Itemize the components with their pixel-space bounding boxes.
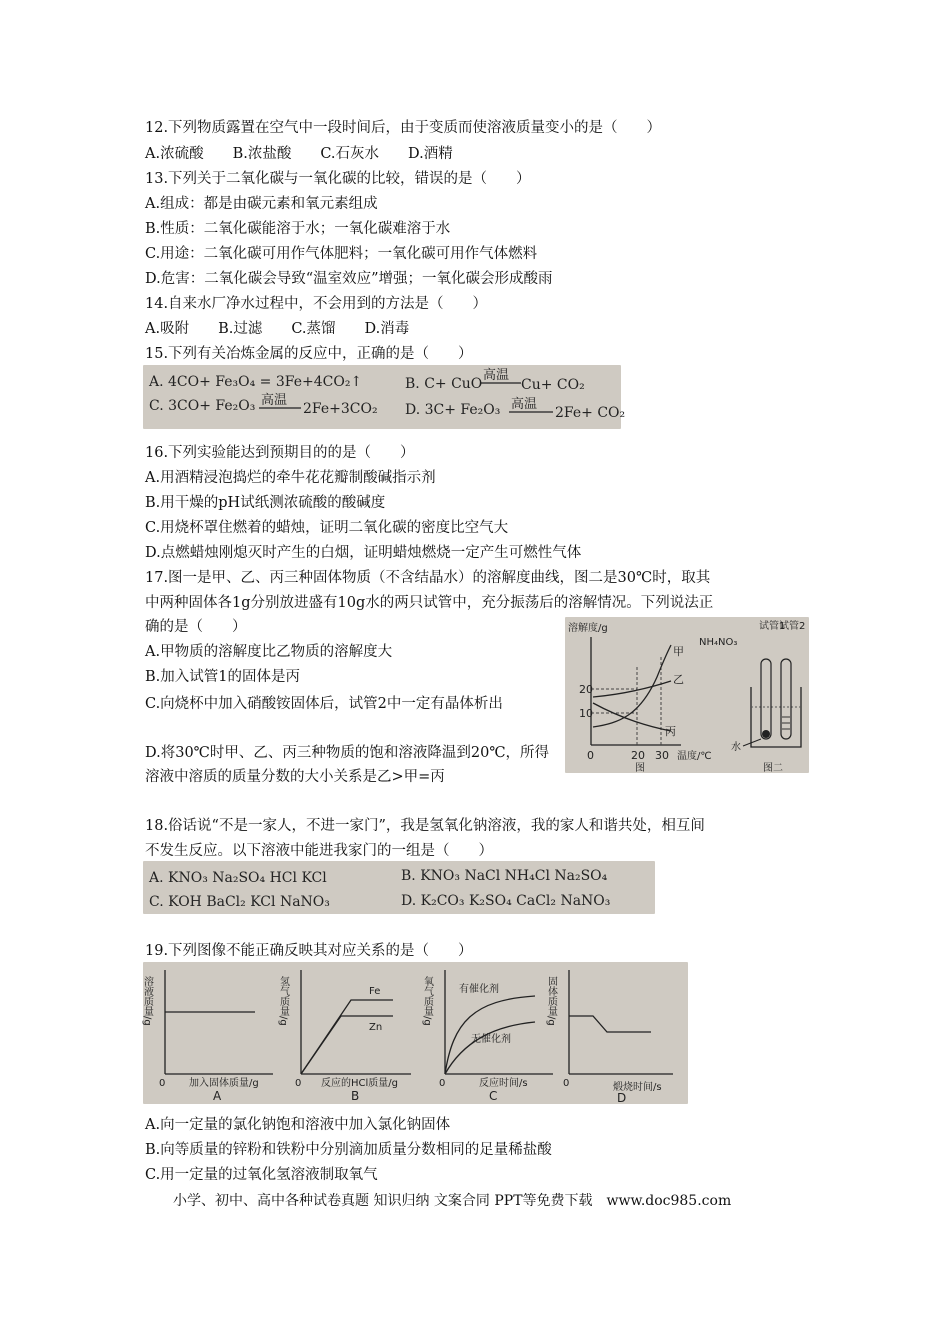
q15-options-image: [143, 365, 626, 429]
q13-option-b: B.性质：二氧化碳能溶于水；一氧化碳难溶于水: [145, 221, 451, 237]
q18-stem-line2: 不发生反应。以下溶液中能进我家门的一组是（ ）: [145, 843, 493, 859]
q19-d-letter: D: [617, 1091, 627, 1105]
q19-d-ylabel: 固体质量/g: [545, 976, 557, 1026]
q17-curve-bing: [593, 703, 671, 731]
q13-stem: 13.下列关于二氧化碳与一氧化碳的比较，错误的是（ ）: [145, 171, 531, 187]
q17-fig1-ylabel: 溶解度/g: [568, 623, 608, 634]
q17-fig1-y20: 20: [579, 683, 593, 696]
q19-stem: 19.下列图像不能正确反映其对应关系的是（ ）: [145, 943, 473, 959]
q19-a-ylabel: 溶液质量/g: [141, 976, 153, 1026]
q16-option-b: B.用干燥的pH试纸测浓硫酸的酸碱度: [145, 495, 386, 511]
q19-graphs-image: [143, 962, 688, 1104]
q14-options: A.吸附 B.过滤 C.蒸馏 D.消毒: [145, 321, 410, 337]
q19-c-nocat: 无催化剂: [471, 1034, 511, 1045]
q19-option-b: B.向等质量的锌粉和铁粉中分别滴加质量分数相同的足量稀盐酸: [145, 1142, 552, 1158]
q15-option-d-tail: 2Fe+ CO₂: [555, 405, 626, 421]
q17-fig1-x20: 20: [631, 749, 645, 762]
q12-options: A.浓硫酸 B.浓盐酸 C.石灰水 D.酒精: [145, 146, 453, 162]
q19-a-xlabel: 加入固体质量/g: [189, 1078, 259, 1089]
q17-fig1-x0: 0: [587, 749, 594, 762]
q13-option-c: C.用途：二氧化碳可用作气体肥料；一氧化碳可用作气体燃料: [145, 246, 538, 262]
q18-stem-line1: 18.俗话说“不是一家人，不进一家门”，我是氢氧化钠溶液，我的家人和谐共处，相互间: [145, 818, 705, 834]
q15-cond-d: 高温: [511, 397, 538, 412]
q17-fig1-x30: 30: [655, 749, 669, 762]
q17-option-a: A.甲物质的溶解度比乙物质的溶解度大: [145, 644, 393, 660]
q19-option-c: C.用一定量的过氧化氢溶液制取氧气: [145, 1167, 378, 1183]
q19-b-fe: Fe: [369, 986, 381, 997]
q17-option-d: D.将30℃时甲、乙、丙三种物质的饱和溶液降温到20℃，所得溶液中溶质的质量分数的大小关系是乙>甲=丙: [145, 745, 550, 785]
q19-c-cat: 有催化剂: [459, 984, 499, 995]
q17-fig2-caption: 图二: [763, 763, 783, 774]
q13-option-a: A.组成：都是由碳元素和氧元素组成: [145, 196, 378, 212]
q15-option-a: A. 4CO+ Fe₃O₄ = 3Fe+4CO₂↑: [149, 374, 363, 390]
q18-option-b: B. KNO₃ NaCl NH₄Cl Na₂SO₄: [401, 868, 608, 884]
q19-b-ylabel: 氢气质量/g: [277, 976, 289, 1026]
q17-fig2-water-pointer: [743, 739, 761, 746]
q17-fig2-tube1: [761, 659, 771, 739]
q19-c-letter: C: [489, 1089, 498, 1103]
q19-d-origin: 0: [563, 1078, 570, 1089]
q18-options-image: [143, 861, 655, 914]
q19-d-xlabel: 煅烧时间/s: [613, 1082, 662, 1093]
q18-option-a: A. KNO₃ Na₂SO₄ HCl KCl: [149, 870, 327, 886]
q19-b-line-fe: [301, 1000, 393, 1074]
q17-fig2-tube1-label: 试管1: [759, 621, 786, 632]
q17-fig2-water-label: 水: [731, 742, 741, 753]
q17-option-c: C.向烧杯中加入硝酸铵固体后，试管2中一定有晶体析出: [145, 696, 503, 712]
q19-c-ylabel: 氧气质量/g: [421, 976, 433, 1026]
q18-option-c: C. KOH BaCl₂ KCl NaNO₃: [149, 894, 330, 910]
q15-stem: 15.下列有关冶炼金属的反应中，正确的是（ ）: [145, 346, 473, 362]
q19-c-curve-nocat: [445, 1022, 535, 1074]
q13-option-d: D.危害：二氧化碳会导致“温室效应”增强；一氧化碳会形成酸雨: [145, 271, 553, 287]
q17-label-bing: 丙: [665, 725, 676, 738]
q14-stem: 14.自来水厂净水过程中，不会用到的方法是（ ）: [145, 296, 488, 312]
q17-fig2-tube2-label: 试管2: [779, 621, 806, 632]
q17-fig2-tube1-solid: [762, 730, 770, 738]
q19-option-a: A.向一定量的氯化钠饱和溶液中加入氯化钠固体: [145, 1117, 451, 1133]
q19-d-line: [569, 1016, 651, 1032]
footer-text: 小学、初中、高中各种试卷真题 知识归纳 文案合同 PPT等免费下载 www.doc985.com: [173, 1193, 732, 1209]
q19-b-xlabel: 反应的HCl质量/g: [321, 1078, 398, 1089]
q15-option-c: C. 3CO+ Fe₂O₃: [149, 398, 256, 414]
q17-label-yi: 乙: [673, 673, 684, 686]
q12-stem: 12.下列物质露置在空气中一段时间后，由于变质而使溶液质量变小的是（ ）: [145, 120, 662, 136]
q19-a-letter: A: [213, 1089, 222, 1103]
q17-fig2-nh4no3: NH₄NO₃: [699, 637, 738, 648]
q17-fig1-xlabel: 温度/℃: [677, 751, 712, 762]
q17-fig2-beaker: [751, 687, 801, 747]
q17-fig2-tube2: [781, 659, 791, 739]
q17-stem-line1: 17.图一是甲、乙、丙三种固体物质（不含结晶水）的溶解度曲线，图二是30℃时，取其: [145, 570, 711, 586]
q16-stem: 16.下列实验能达到预期目的的是（ ）: [145, 445, 415, 461]
q16-option-a: A.用酒精浸泡捣烂的牵牛花花瓣制酸碱指示剂: [145, 470, 436, 486]
q19-c-origin: 0: [439, 1078, 446, 1089]
q19-b-zn: Zn: [369, 1022, 383, 1033]
q19-c-xlabel: 反应时间/s: [479, 1078, 528, 1089]
q18-option-d: D. K₂CO₃ K₂SO₄ CaCl₂ NaNO₃: [401, 893, 611, 909]
q17-fig1-caption: 图: [635, 763, 645, 774]
q16-option-d: D.点燃蜡烛刚熄灭时产生的白烟，证明蜡烛燃烧一定产生可燃性气体: [145, 545, 582, 561]
q19-a-origin: 0: [159, 1078, 166, 1089]
q17-curve-jia: [593, 645, 671, 727]
q17-stem-line2: 中两种固体各1g分别放进盛有10g水的两只试管中，充分振荡后的溶解情况。下列说法正: [145, 595, 714, 611]
q15-option-b: B. C+ CuO: [405, 376, 483, 392]
q17-fig2-tube2-liquid: [782, 717, 790, 729]
q17-label-jia: 甲: [673, 645, 684, 658]
q16-option-c: C.用烧杯罩住燃着的蜡烛，证明二氧化碳的密度比空气大: [145, 520, 509, 536]
q15-option-d: D. 3C+ Fe₂O₃: [405, 402, 501, 418]
q17-stem-line3: 确的是（ ）: [145, 619, 247, 635]
q17-figure-image: [565, 617, 809, 773]
q19-b-letter: B: [351, 1089, 360, 1103]
q15-cond-b: 高温: [483, 368, 510, 383]
q15-option-c-tail: 2Fe+3CO₂: [303, 401, 378, 417]
q15-cond-c: 高温: [261, 393, 288, 408]
q15-option-b-tail: Cu+ CO₂: [521, 377, 585, 393]
q19-b-origin: 0: [295, 1078, 302, 1089]
q17-fig1-y10: 10: [579, 707, 593, 720]
q17-option-b: B.加入试管1的固体是丙: [145, 669, 300, 685]
